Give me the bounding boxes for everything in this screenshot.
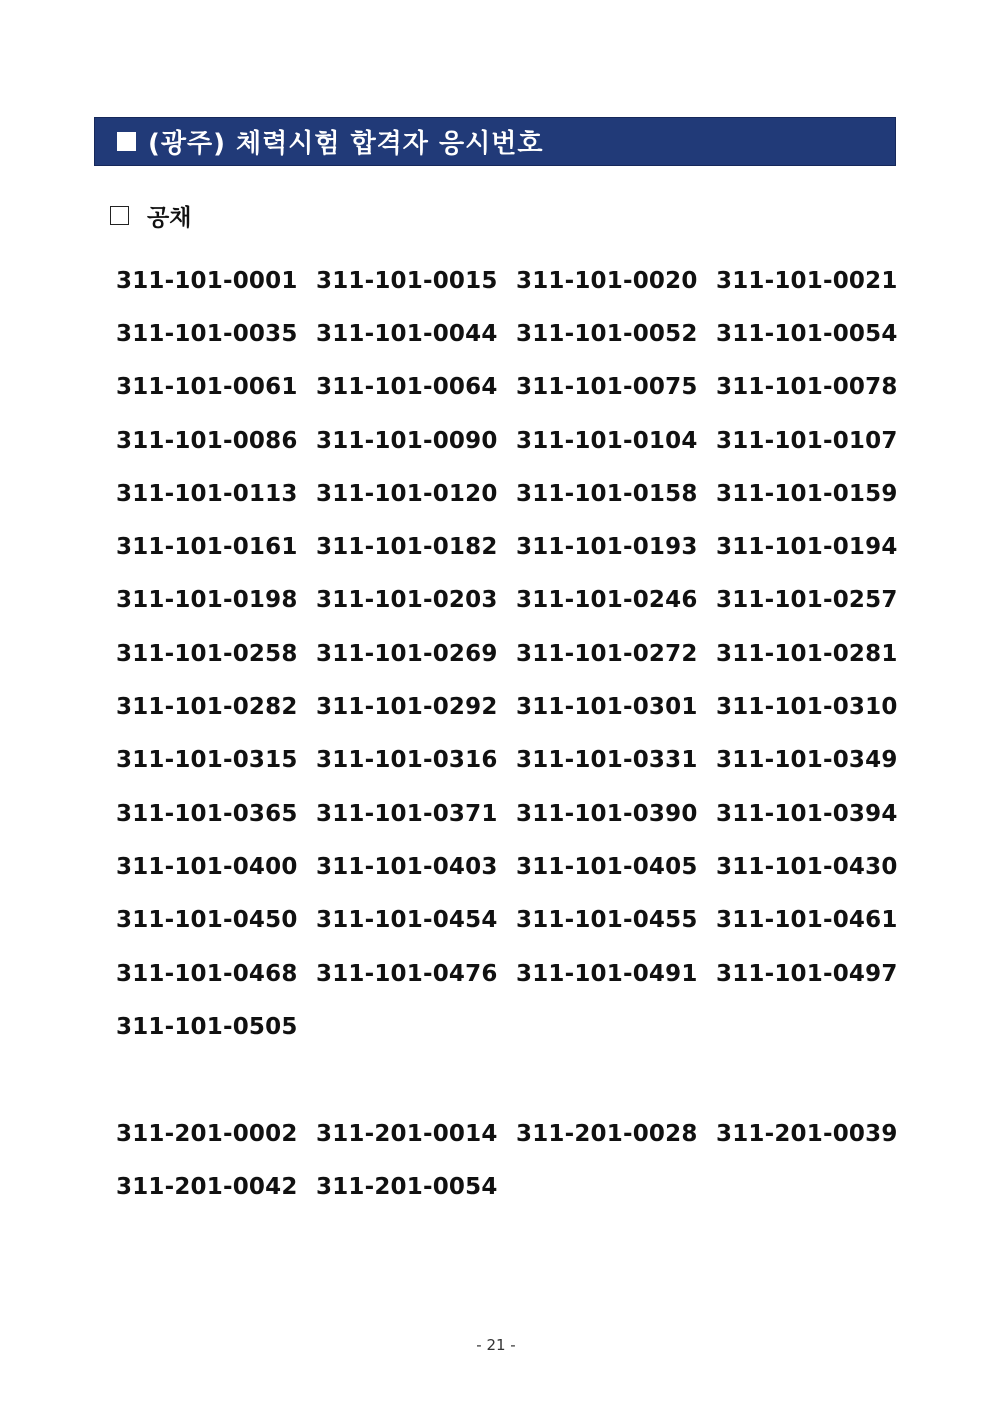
applicant-number: 311-101-0365 <box>116 800 298 827</box>
applicant-number-list-201 <box>116 1107 916 1214</box>
page-title: (광주) 체력시험 합격자 응시번호 <box>148 129 544 159</box>
applicant-number: 311-101-0061 <box>116 374 298 401</box>
applicant-number: 311-101-0476 <box>316 960 498 987</box>
applicant-number: 311-101-0282 <box>116 694 298 721</box>
applicant-number: 311-101-0371 <box>316 800 498 827</box>
applicant-number: 311-101-0161 <box>116 534 298 561</box>
applicant-number: 311-101-0505 <box>116 1013 298 1040</box>
applicant-number: 311-101-0497 <box>716 960 898 987</box>
applicant-number: 311-101-0001 <box>116 267 298 294</box>
applicant-number: 311-101-0257 <box>716 587 898 614</box>
applicant-number: 311-101-0390 <box>516 800 698 827</box>
subsection-heading <box>110 198 191 232</box>
applicant-number: 311-101-0194 <box>716 534 898 561</box>
applicant-number: 311-101-0403 <box>316 853 498 880</box>
applicant-number: 311-101-0301 <box>516 694 698 721</box>
applicant-number: 311-101-0468 <box>116 960 298 987</box>
applicant-number-list-101 <box>116 254 916 1053</box>
applicant-number: 311-101-0405 <box>516 853 698 880</box>
applicant-number: 311-101-0107 <box>716 427 898 454</box>
applicant-number: 311-101-0400 <box>116 853 298 880</box>
applicant-number: 311-101-0120 <box>316 480 498 507</box>
applicant-number: 311-101-0331 <box>516 747 698 774</box>
applicant-number: 311-101-0193 <box>516 534 698 561</box>
applicant-number: 311-201-0014 <box>316 1120 498 1147</box>
applicant-number: 311-101-0052 <box>516 320 698 347</box>
applicant-number: 311-101-0090 <box>316 427 498 454</box>
empty-square-icon <box>110 206 129 225</box>
applicant-number: 311-201-0002 <box>116 1120 298 1147</box>
applicant-number: 311-101-0044 <box>316 320 498 347</box>
subsection-label: 공채 <box>147 204 192 231</box>
applicant-number: 311-101-0394 <box>716 800 898 827</box>
applicant-number: 311-101-0455 <box>516 907 698 934</box>
applicant-number: 311-101-0075 <box>516 374 698 401</box>
applicant-number: 311-101-0258 <box>116 640 298 667</box>
applicant-number: 311-101-0454 <box>316 907 498 934</box>
applicant-number: 311-101-0316 <box>316 747 498 774</box>
applicant-number: 311-201-0039 <box>716 1120 898 1147</box>
applicant-number: 311-101-0450 <box>116 907 298 934</box>
applicant-number: 311-101-0054 <box>716 320 898 347</box>
applicant-number: 311-101-0020 <box>516 267 698 294</box>
applicant-number: 311-101-0269 <box>316 640 498 667</box>
applicant-number: 311-101-0035 <box>116 320 298 347</box>
applicant-number: 311-101-0021 <box>716 267 898 294</box>
applicant-number: 311-101-0349 <box>716 747 898 774</box>
applicant-number: 311-101-0246 <box>516 587 698 614</box>
applicant-number: 311-101-0015 <box>316 267 498 294</box>
applicant-number: 311-101-0198 <box>116 587 298 614</box>
applicant-number: 311-101-0158 <box>516 480 698 507</box>
applicant-number: 311-101-0491 <box>516 960 698 987</box>
applicant-number: 311-101-0461 <box>716 907 898 934</box>
applicant-number: 311-101-0078 <box>716 374 898 401</box>
page-number: - 21 - <box>476 1336 516 1354</box>
filled-square-icon <box>117 132 136 151</box>
applicant-number: 311-101-0113 <box>116 480 298 507</box>
applicant-number: 311-101-0315 <box>116 747 298 774</box>
applicant-number: 311-101-0182 <box>316 534 498 561</box>
applicant-number: 311-101-0430 <box>716 853 898 880</box>
applicant-number: 311-201-0054 <box>316 1173 498 1200</box>
applicant-number: 311-101-0292 <box>316 694 498 721</box>
section-title-bar <box>94 117 896 166</box>
applicant-number: 311-101-0159 <box>716 480 898 507</box>
applicant-number: 311-101-0281 <box>716 640 898 667</box>
applicant-number: 311-201-0028 <box>516 1120 698 1147</box>
applicant-number: 311-101-0203 <box>316 587 498 614</box>
applicant-number: 311-101-0104 <box>516 427 698 454</box>
applicant-number: 311-101-0086 <box>116 427 298 454</box>
applicant-number: 311-201-0042 <box>116 1173 298 1200</box>
applicant-number: 311-101-0064 <box>316 374 498 401</box>
applicant-number: 311-101-0272 <box>516 640 698 667</box>
applicant-number: 311-101-0310 <box>716 694 898 721</box>
